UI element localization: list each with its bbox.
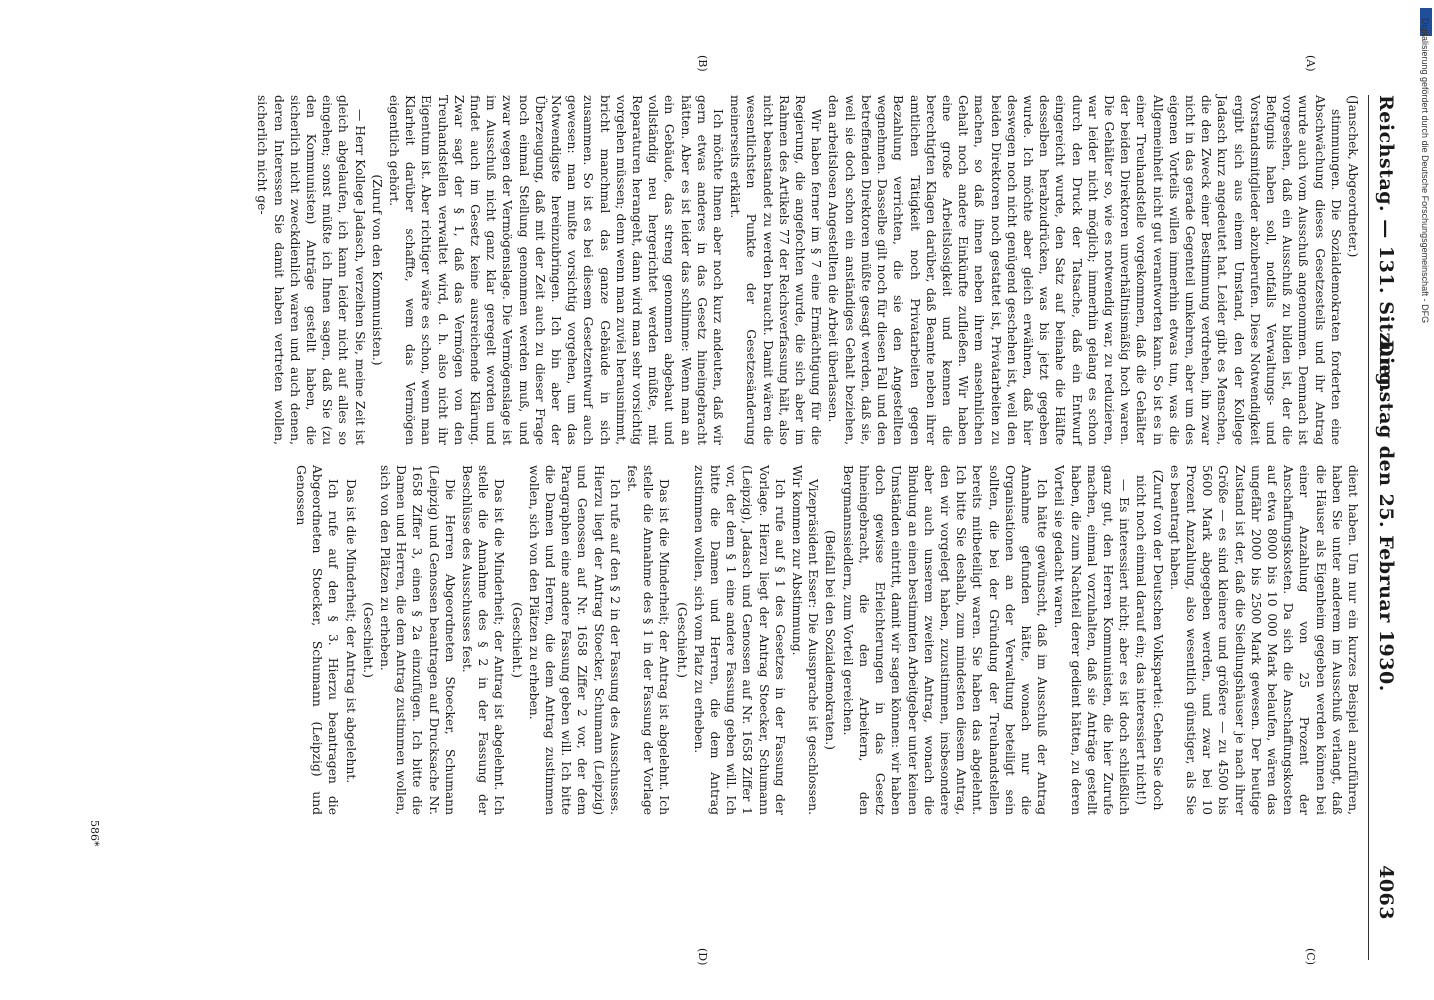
paragraph: Das ist die Minderheit; der Antrag ist abgelehnt. Ich stelle die Annahme des § 1 in der Fassung der Vorlage fest. (625, 465, 672, 815)
dfg-note-text: Digitalisierung gefördert durch die Deutsche Forschungsgemeinschaft - DFG (1420, 18, 1430, 324)
margin-mark-b: (B) (696, 55, 709, 72)
paragraph: dient haben. Um nur ein kurzes Beispiel anzuführen, haben Sie unter anderem im Ausschuß verlangt, daß die Häuser als Eigenheim gegeben werden können bei einer Anzahlung von 25 Prozent der Anschaffungskosten. Da sich die Anschaffungskosten auf etwa 8000 bis 10 000 Mark belaufen, wären das ungefähr 2000 bis 2500 Mark gewesen. Der heutige Zustand ist der, daß die Siedlungshäuser je nach ihrer Größe — es sind kleinere und größere — zu 4500 bis 5600 Mark abgegeben werden, und zwar bei 10 Prozent Anzahlung, also wesentlich günstiger, als Sie es beantragt haben. (1167, 465, 1360, 815)
page-header (1363, 40, 1407, 960)
paragraph: Ich rufe auf den § 2 in der Fassung des Ausschusses. Hierzu liegt der Antrag Stoecker, Schumann (Leipzig) und Genossen auf Nr. 1658 Ziffer 2 vor, der dem Paragraphen eine andere Fassung geben will. Ich bitte die Damen und Herren, die dem Antrag zustimmen wollen, sich von den Plätzen zu erheben. (526, 465, 622, 815)
interjection: (Beifall bei den Sozialdemokraten.) (823, 530, 838, 750)
signature-mark: 586* (88, 820, 101, 847)
paragraph: stimmungen. Die Sozialdemokraten forderten eine Abschwächung dieses Gesetzesteils und ihr Antrag wurde auch vom Ausschuß angenommen. Demnach ist vorgesehen, daß ein Ausschuß zu bilden ist, der die Befugnis haben soll, notfalls Verwaltungs- und Vorstandsmitglieder abzuberufen. Diese Notwendigkeit ergibt sich aus einem Umstand, den der Kollege Jadasch kurz angedeutet hat. Leider gibt es Menschen, die den Zweck einer Bestimmung verdrehen, ihn zwar nicht in das gerade Gegenteil umkehren, aber um des eigenen Vorteils willen immerhin etwas tun, was die Allgemeinheit nicht gut verantworten kann. So ist es in einer Treuhandstelle vorgekommen, daß die Gehälter der beiden Direktoren unverhältnismäßig hoch waren. Die Gehälter so, wie es notwendig war, zu reduzieren, war leider nicht möglich; immerhin gelang es schon durch den Druck der Tatsache, daß ein Entwurf eingereicht wurde, den Satz auf beinahe die Hälfte desselben herabzudrücken, was bis jetzt gegeben wurde. Ich möchte aber gleich erwähnen, daß hier deswegen noch nicht genügend geschehen ist, weil den beiden Direktoren noch gestattet ist, Privatarbeiten zu machen, so daß ihnen neben ihrem ansehnlichen Gehalt noch andere Einkünfte zufließen. Wir haben eine große Arbeitslosigkeit und kennen die berechtigten Klagen darüber, daß Beamte neben ihrer amtlichen Tätigkeit noch Privatarbeiten gegen Bezahlung verrichten, die sie den Angestellten wegnehmen. Dasselbe gilt noch für diesen Fall und den betreffenden Direktoren müßte gesagt werden, daß sie, weil sie doch schon ein anständiges Gehalt beziehen, den arbeitslosen Angestellten die Arbeit überlassen. (826, 95, 1343, 445)
paragraph: Vizepräsident Esser: Die Aussprache ist geschlossen. Wir kommen zur Abstimmung. (790, 465, 821, 815)
margin-mark-a: (A) (1304, 55, 1317, 72)
interjection: (Geschieht.) (674, 602, 689, 678)
paragraph: Ich möchte Ihnen aber noch kurz andeuten, daß wir gern etwas anderes in das Gesetz hineingebracht hätten. Aber es ist leider das schlimme: Wenn man an ein Gebäude, das streng genommen abgebaut und vollständig neu hergerichtet werden müßte, mit Reparaturen herangeht, dann wird man sehr vorsichtig vorgehen müssen; denn wenn man zuviel herausnimmt, bricht manchmal das ganze Gebäude in sich zusammen. So ist es bei diesem Gesetzentwurf auch gewesen: man mußte vorsichtig vorgehen, um das Notwendigste hereinzubringen. Ich bin aber der Überzeugung, daß mit der Zeit auch zu dieser Frage noch einmal Stellung genommen werden muß, und zwar wegen der Vermögenslage. Die Vermögenslage ist im Ausschuß nicht ganz klar geregelt worden und findet auch im Gesetz keine ausreichende Klärung. Zwar sagt der § 1, daß das Vermögen von den Treuhandstellen verwaltet wird, d. h. also nicht ihr Eigentum ist. Aber richtiger wäre es schon, wenn man Klarheit darüber schaffte, wem das Vermögen eigentlich gehört. (387, 95, 726, 445)
paragraph: — Es interessiert nicht; aber es ist doch schließlich ganz gut, den Herren Kommunisten, die hier Zurufe machen, einmal vorzuhalten, daß sie Anträge gestellt haben, die zum Nachteil derer gedient hätten, zu deren Vorteil sie gedacht waren. (1052, 465, 1132, 815)
paragraph: Ich hätte gewünscht, daß im Ausschuß der Antrag Annahme gefunden hätte, wonach nur die Organisationen an der Verwaltung beteiligt sein sollten, die bei der Gründung der Treuhandstellen bereits mitbeteiligt waren. Sie haben das abgelehnt. Ich bitte Sie deshalb, zum mindesten diesem Antrag, den wir vorgelegt haben, zuzustimmen, insbesondere aber auch unserem zweiten Antrag, wonach die Bindung an einen bestimmten Arbeitgeber unter keinen Umständen eintritt, damit wir sagen können: wir haben doch gewisse Erleichterungen in das Gesetz hineingebracht, die den Arbeitern, den Bergmannssiedlern, zum Vorteil gereichen. (840, 465, 1050, 815)
interjection: (Geschieht.) (360, 602, 375, 678)
paragraph: Wir haben ferner im § 7 eine Ermächtigung für die Regierung, die angefochten wurde, die sich aber im Rahmen des Artikels 77 der Reichsverfassung hält, also nicht beanstandet zu werden braucht. Damit wären die wesentlichsten Punkte der Gesetzesänderung meinerseits erklärt. (728, 95, 824, 445)
right-column (292, 465, 1361, 815)
interjection: (Geschieht.) (509, 602, 524, 678)
paragraph: Das ist die Minderheit; der Antrag ist abgelehnt. (343, 479, 358, 784)
paragraph: Ich rufe auf § 1 des Gesetzes in der Fassung der Vorlage. Hierzu liegt der Antrag Stoecker, Schumann (Leipzig), Jadasch und Genossen auf Nr. 1658 Ziffer 1 vor, der dem § 1 eine andere Fassung geben will. Ich bitte die Damen und Herren, die dem Antrag zustimmen wollen, sich vom Platz zu erheben. (691, 465, 787, 815)
paragraph: (Janschek, Abgeordneter.) (1346, 95, 1360, 258)
paragraph: — Herr Kollege Jadasch, verzeihen Sie, meine Zeit ist gleich abgelaufen, ich kann leider nicht auf alles so eingehen; sonst müßte ich Ihnen sagen, daß Sie (zu den Kommunisten) Anträge gestellt haben, die sicherlich nicht zweckdienlich waren und auch denen, deren Interessen Sie damit haben vertreten wollen, sicherlich nicht ge- (255, 95, 367, 445)
interjection: (Zuruf von den Kommunisten.) (369, 174, 384, 366)
paragraph: Das ist die Minderheit; der Antrag ist abgelehnt. Ich stelle die Annahme des § 2 in der Fassung der Beschlüsse des Ausschusses fest. (460, 465, 507, 815)
document-page (17, 0, 1417, 1000)
margin-mark-d: (D) (696, 948, 709, 966)
paragraph: Die Herren Abgeordneten Stoecker, Schumann (Leipzig) und Genossen beantragen auf Drucksache Nr. 1658 Ziffer 3, einen § 2a einzufügen. Ich bitte die Damen und Herren, die dem Antrag zustimmen wollen, sich von den Plätzen zu erheben. (378, 465, 457, 815)
header-rule (1368, 95, 1369, 960)
header-left: Reichstag. — 131. Sitzung. (1375, 95, 1397, 394)
dfg-side-note (1418, 10, 1432, 990)
page-number: 4063 (1375, 865, 1397, 920)
interjection: (Zuruf von der Deutschen Volkspartei: Gehen Sie doch nicht noch einmal darauf ein; das interessiert nicht!) (1134, 469, 1165, 811)
paragraph: Ich rufe auf den § 3. Hierzu beantragen die Abgeordneten Stoecker, Schumann (Leipzig) und Genossen (294, 465, 341, 815)
left-column (253, 95, 1361, 445)
margin-mark-c: (C) (1304, 948, 1317, 965)
header-date: Dienstag den 25. Februar 1930. (1375, 340, 1397, 692)
